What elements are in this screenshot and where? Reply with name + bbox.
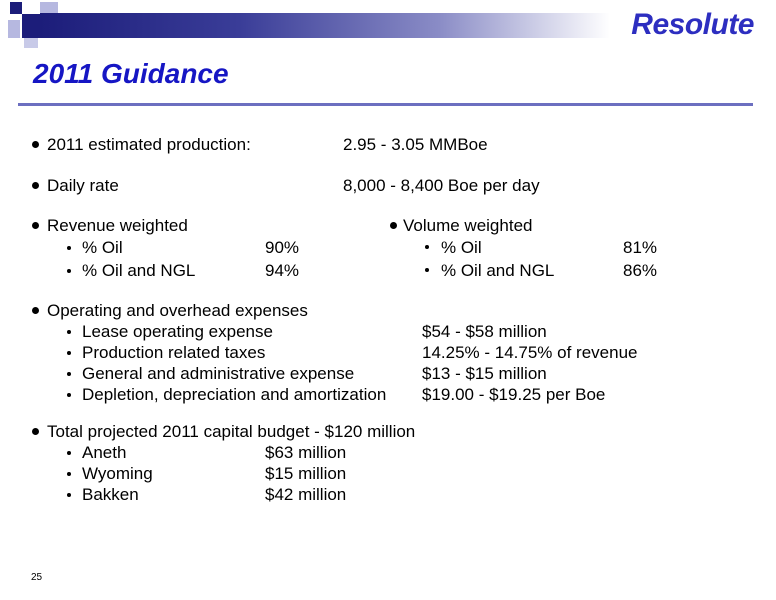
bullet-icon bbox=[32, 182, 39, 189]
resolute-logo: Resolute bbox=[631, 8, 754, 41]
volume-oil-value: 81% bbox=[623, 238, 658, 257]
capital-item-value: $42 million bbox=[265, 485, 347, 504]
header-bar bbox=[0, 0, 776, 50]
volume-oil-label: % Oil bbox=[441, 238, 482, 257]
sub-bullet-icon bbox=[425, 245, 429, 249]
opex-item-value: $13 - $15 million bbox=[422, 364, 547, 383]
sub-bullet-icon bbox=[67, 472, 71, 476]
opex-item-label: Production related taxes bbox=[82, 343, 266, 362]
title-divider bbox=[18, 103, 753, 106]
decor-square bbox=[10, 2, 22, 14]
opex-label: Operating and overhead expenses bbox=[47, 301, 308, 320]
revenue-oil-ngl-label: % Oil and NGL bbox=[82, 261, 196, 280]
production-label: 2011 estimated production: bbox=[47, 135, 251, 154]
capital-item-label: Aneth bbox=[82, 443, 127, 462]
capital-item-value: $15 million bbox=[265, 464, 347, 483]
decor-square bbox=[24, 38, 38, 48]
opex-item-value: $54 - $58 million bbox=[422, 322, 547, 341]
sub-bullet-icon bbox=[67, 393, 71, 397]
capital-item-value: $63 million bbox=[265, 443, 347, 462]
capital-item-label: Bakken bbox=[82, 485, 139, 504]
revenue-weighted-label: Revenue weighted bbox=[47, 216, 188, 235]
bullet-icon bbox=[32, 222, 39, 229]
capital-budget-label: Total projected 2011 capital budget - $120 million bbox=[47, 422, 416, 441]
opex-item-label: General and administrative expense bbox=[82, 364, 355, 383]
sub-bullet-icon bbox=[425, 268, 429, 272]
bullet-icon bbox=[32, 428, 39, 435]
revenue-oil-ngl-value: 94% bbox=[265, 261, 300, 280]
sub-bullet-icon bbox=[67, 372, 71, 376]
sub-bullet-icon bbox=[67, 451, 71, 455]
revenue-oil-label: % Oil bbox=[82, 238, 123, 257]
capital-item-label: Wyoming bbox=[82, 464, 153, 483]
opex-item-label: Depletion, depreciation and amortization bbox=[82, 385, 387, 404]
revenue-oil-value: 90% bbox=[265, 238, 300, 257]
volume-oil-ngl-value: 86% bbox=[623, 261, 658, 280]
sub-bullet-icon bbox=[67, 269, 71, 273]
daily-rate-value: 8,000 - 8,400 Boe per day bbox=[343, 176, 540, 195]
page-number: 25 bbox=[31, 572, 43, 583]
production-value: 2.95 - 3.05 MMBoe bbox=[343, 135, 488, 154]
opex-item-value: 14.25% - 14.75% of revenue bbox=[422, 343, 638, 362]
volume-oil-ngl-label: % Oil and NGL bbox=[441, 261, 555, 280]
sub-bullet-icon bbox=[67, 246, 71, 250]
sub-bullet-icon bbox=[67, 330, 71, 334]
sub-bullet-icon bbox=[67, 351, 71, 355]
page-title: 2011 Guidance bbox=[33, 58, 229, 89]
opex-item-value: $19.00 - $19.25 per Boe bbox=[422, 385, 606, 404]
bullet-icon bbox=[32, 307, 39, 314]
bullet-icon bbox=[390, 222, 397, 229]
sub-bullet-icon bbox=[67, 493, 71, 497]
daily-rate-label: Daily rate bbox=[47, 176, 119, 195]
opex-item-label: Lease operating expense bbox=[82, 322, 273, 341]
header-gradient-band bbox=[40, 13, 610, 38]
decor-square bbox=[40, 2, 58, 13]
bullet-icon bbox=[32, 141, 39, 148]
volume-weighted-label: Volume weighted bbox=[403, 216, 533, 235]
decor-square bbox=[22, 14, 40, 38]
decor-square bbox=[8, 20, 20, 38]
